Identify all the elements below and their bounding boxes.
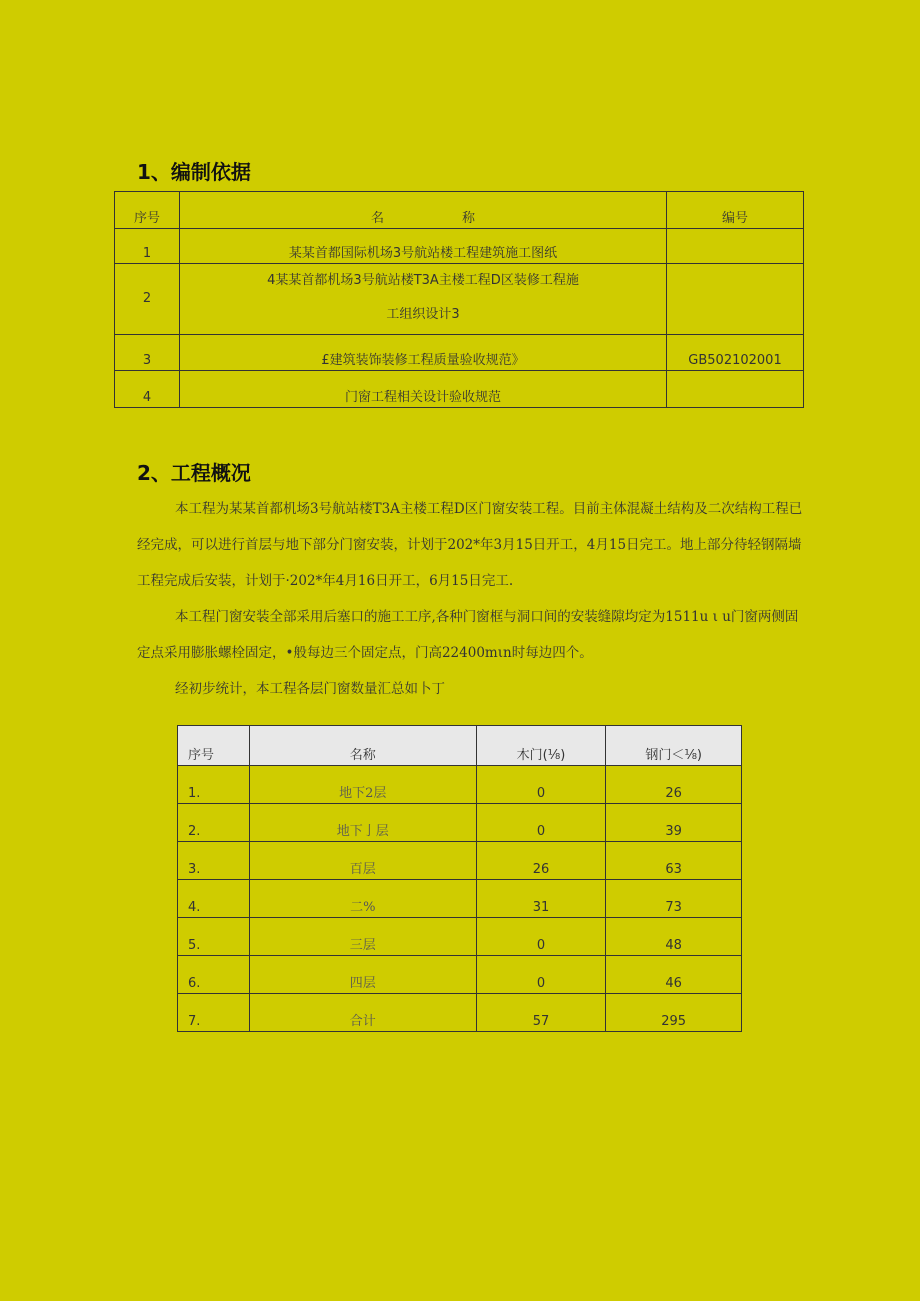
- header-wood: 木门(⅛): [476, 726, 606, 766]
- cell-no: 4: [115, 371, 180, 408]
- cell-steel: 295: [606, 994, 742, 1032]
- cell-wood: 0: [476, 766, 606, 804]
- table-row: [178, 804, 742, 842]
- overview-paragraph-1: 本工程为某某首都机场3号航站楼T3A主楼工程D区门窗安装工程。目前主体混凝土结构及二次结构工程已经完成，可以进行首层与地下部分门窗安装，计划于202*年3月15日开工，4月15日完工。地上部分待轻钢隔墙工程完成后安装，计划于·202*年4月16日开工，6月15日完工.: [137, 501, 803, 589]
- section2-heading: 2、工程概况: [137, 461, 251, 485]
- cell-wood: 0: [476, 804, 606, 842]
- header-name: 名 称: [180, 192, 667, 229]
- cell-no: 3.: [178, 842, 250, 880]
- header-no: 序号: [115, 192, 180, 229]
- overview-paragraph-2: 本工程门窗安装全部采用后塞口的施工工序,各种门窗框与洞口间的安装缝隙均定为1511u ι u门窗两侧固定点采用膨胀螺栓固定，•般每边三个固定点，门高22400mιn时每边四个。: [137, 609, 799, 661]
- header-steel: 钢门＜⅛): [606, 726, 742, 766]
- cell-wood: 0: [476, 956, 606, 994]
- cell-name: 二%: [249, 880, 476, 918]
- table-row: [178, 880, 742, 918]
- table-row: [178, 842, 742, 880]
- cell-no: 1.: [178, 766, 250, 804]
- cell-name: 某某首都国际机场3号航站楼工程建筑施工图纸: [180, 229, 667, 264]
- basis-table: [114, 191, 804, 408]
- cell-steel: 48: [606, 918, 742, 956]
- table-row: [178, 956, 742, 994]
- cell-name: 四层: [249, 956, 476, 994]
- header-no: 序号: [178, 726, 250, 766]
- cell-name: 地下亅层: [249, 804, 476, 842]
- cell-code: [667, 229, 804, 264]
- cell-name-line2: 工组织设计3: [386, 307, 460, 322]
- cell-name: [180, 264, 667, 335]
- cell-code: [667, 264, 804, 335]
- cell-steel: 26: [606, 766, 742, 804]
- cell-name: 三层: [249, 918, 476, 956]
- table-row: [115, 371, 804, 408]
- table-row: [115, 229, 804, 264]
- cell-steel: 63: [606, 842, 742, 880]
- cell-no: 1: [115, 229, 180, 264]
- cell-steel: 73: [606, 880, 742, 918]
- cell-no: 4.: [178, 880, 250, 918]
- table-header-row: [115, 192, 804, 229]
- cell-wood: 31: [476, 880, 606, 918]
- table-row-total: [178, 994, 742, 1032]
- table-row: [115, 264, 804, 335]
- cell-code: [667, 371, 804, 408]
- table-header-row: [178, 726, 742, 766]
- cell-wood: 26: [476, 842, 606, 880]
- cell-wood: 0: [476, 918, 606, 956]
- cell-name-line1: 4某某首都机场3号航站楼T3A主楼工程D区装修工程施: [267, 273, 579, 288]
- header-name: 名称: [249, 726, 476, 766]
- cell-name: 百层: [249, 842, 476, 880]
- table-row: [115, 335, 804, 371]
- cell-steel: 46: [606, 956, 742, 994]
- table-row: [178, 918, 742, 956]
- cell-name: 门窗工程相关设计验收规范: [180, 371, 667, 408]
- cell-no: 7.: [178, 994, 250, 1032]
- cell-name: 地下2层: [249, 766, 476, 804]
- header-code: 编号: [667, 192, 804, 229]
- cell-no: 6.: [178, 956, 250, 994]
- cell-no: 2.: [178, 804, 250, 842]
- cell-no: 3: [115, 335, 180, 371]
- cell-no: 5.: [178, 918, 250, 956]
- cell-steel: 39: [606, 804, 742, 842]
- cell-name: £建筑装饰装修工程质量验收规范》: [180, 335, 667, 371]
- cell-wood: 57: [476, 994, 606, 1032]
- cell-code: GB502102001: [667, 335, 804, 371]
- cell-name: 合计: [249, 994, 476, 1032]
- section1-heading: 1、编制依据: [137, 160, 251, 184]
- cell-no: 2: [115, 264, 180, 335]
- overview-paragraph-3: 经初步统计，本工程各层门窗数量汇总如卜丁: [175, 681, 445, 697]
- table-row: [178, 766, 742, 804]
- door-count-table: [177, 725, 742, 1032]
